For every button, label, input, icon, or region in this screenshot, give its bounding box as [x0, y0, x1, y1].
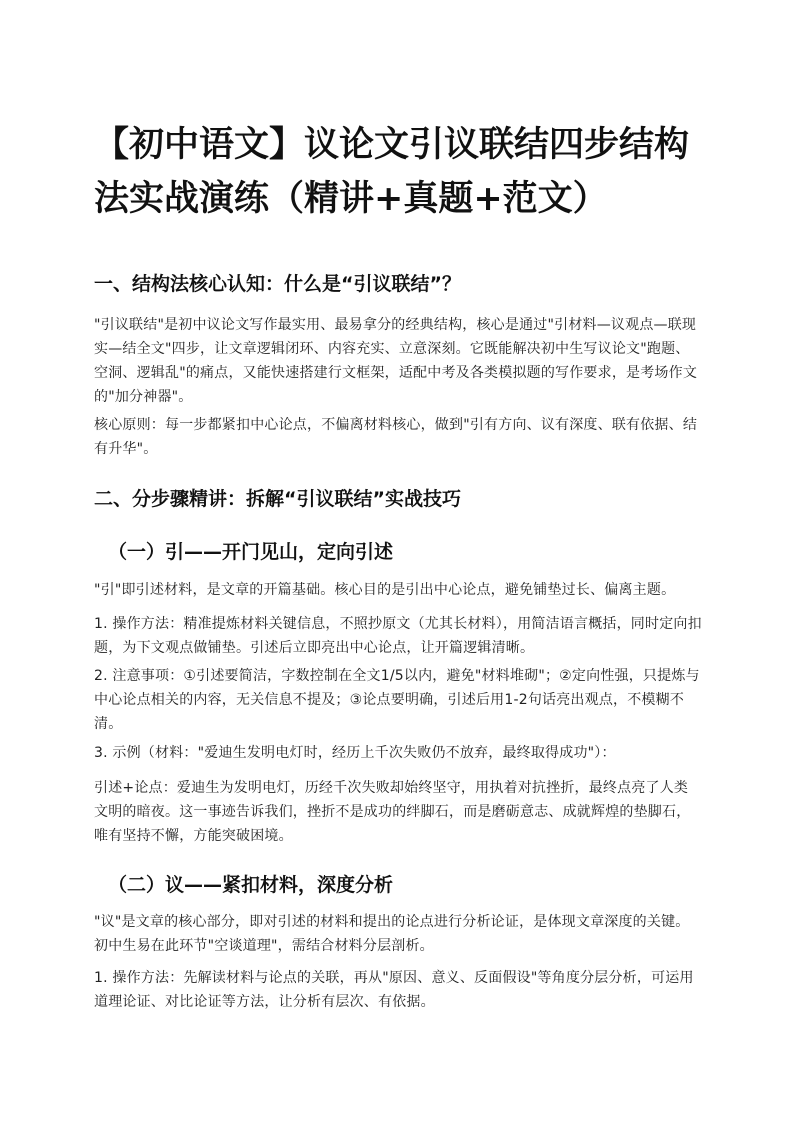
- section-heading-2: 二、分步骤精讲：拆解“引议联结”实战技巧: [94, 488, 461, 510]
- paragraph-example-text: 引述+论点：爱迪生为发明电灯，历经千次失败却始终坚守，用执着对抗挫折，最终点亮了人类文明的暗夜。这一事迹告诉我们，挫折不是成功的绊脚石，而是磨砺意志、成就辉煌的垫脚石，唯有坚持不懈，方能突破困境。: [94, 780, 691, 844]
- section-heading-1: 一、结构法核心认知：什么是“引议联结”？: [94, 273, 461, 295]
- list-item-example: 3. 示例（材料："爱迪生发明电灯时，经历上千次失败仍不放弃，最终取得成功"）：: [94, 745, 616, 761]
- document-title: 【初中语文】议论文引议联结四步结构法实战演练（精讲+真题+范文）: [94, 125, 690, 219]
- paragraph-intro: "引议联结"是初中议论文写作最实用、最易拿分的经典结构，核心是通过"引材料—议观点—联现实—结全文"四步，让文章逻辑闭环、内容充实、立意深刻。它既能解决初中生写议论文"跑题、空洞、逻辑乱"的痛点，又能快速搭建行文框架，适配中考及各类模拟题的写作要求，是考场作文的"加分神器"。: [94, 317, 698, 405]
- subsection-heading-yi: （二）议——紧扣材料，深度分析: [108, 874, 394, 896]
- paragraph-yi-intro: "议"是文章的核心部分，即对引述的材料和提出的论点进行分析论证，是体现文章深度的关键。初中生易在此环节"空谈道理"，需结合材料分层剖析。: [94, 914, 690, 954]
- list-item-notes: 2. 注意事项：①引述要简洁，字数控制在全文1/5以内，避免"材料堆砌"；②定向性强，只提炼与中心论点相关的内容，无关信息不提及；③论点要明确，引述后用1-2句话亮出观点，不模糊不清。: [94, 668, 700, 732]
- subsection-heading-yin: （一）引——开门见山，定向引述: [108, 541, 394, 563]
- list-item-yi-method: 1. 操作方法：先解读材料与论点的关联，再从"原因、意义、反面假设"等角度分层分析，可运用道理论证、对比论证等方法，让分析有层次、有依据。: [94, 970, 694, 1010]
- paragraph-core-principle: 核心原则：每一步都紧扣中心论点，不偏离材料核心，做到"引有方向、议有深度、联有依据、结有升华"。: [94, 417, 698, 457]
- paragraph-yin-intro: "引"即引述材料，是文章的开篇基础。核心目的是引出中心论点，避免铺垫过长、偏离主题。: [94, 582, 676, 598]
- list-item-method: 1. 操作方法：精准提炼材料关键信息，不照抄原文（尤其长材料），用简洁语言概括，同时定向扣题，为下文观点做铺垫。引述后立即亮出中心论点，让开篇逻辑清晰。: [94, 616, 702, 656]
